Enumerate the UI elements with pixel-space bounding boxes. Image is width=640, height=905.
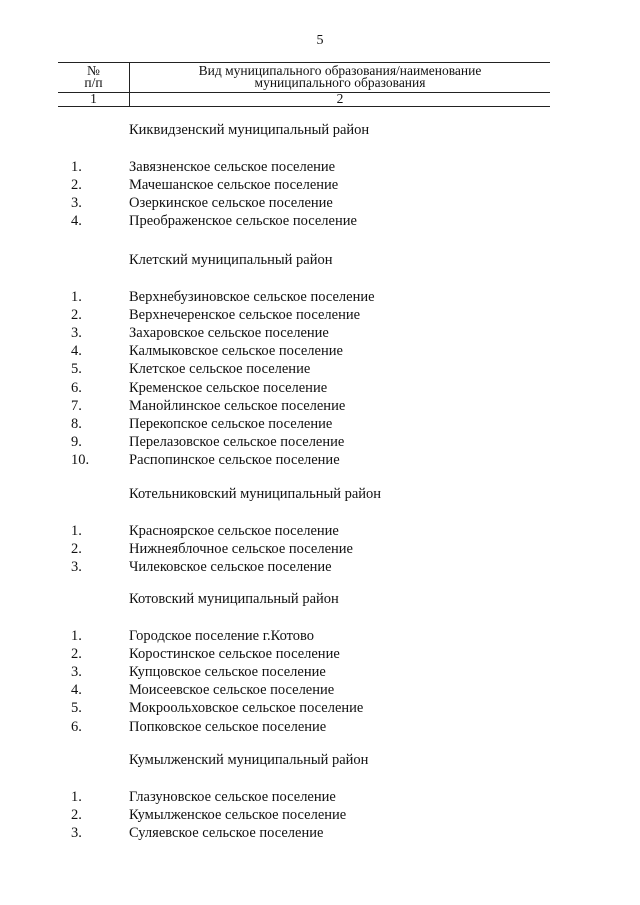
list-item bbox=[0, 343, 640, 361]
item-number: 2. bbox=[71, 646, 82, 663]
settlement-name: Чилековское сельское поселение bbox=[129, 559, 332, 576]
settlement-name: Верхнечеренское сельское поселение bbox=[129, 307, 361, 324]
list-item bbox=[0, 213, 640, 231]
settlement-name: Красноярское сельское поселение bbox=[129, 523, 339, 539]
list-item bbox=[0, 541, 640, 559]
page-number: 5 bbox=[316, 33, 324, 48]
list-item bbox=[0, 416, 640, 434]
settlement-name: Распопинское сельское поселение bbox=[129, 451, 340, 468]
settlement-name: Клетское сельское поселение bbox=[129, 361, 311, 378]
list-item bbox=[0, 307, 640, 325]
item-number: 1. bbox=[71, 289, 82, 305]
header-pp-label: п/п bbox=[84, 75, 103, 90]
district-heading: Котельниковский муниципальный район bbox=[129, 486, 382, 502]
item-number: 4. bbox=[71, 682, 82, 699]
list-item bbox=[0, 361, 640, 379]
item-number: 7. bbox=[71, 397, 82, 414]
item-number: 3. bbox=[71, 664, 82, 681]
header-column-index-1: 1 bbox=[90, 91, 97, 106]
item-number: 1. bbox=[71, 789, 82, 805]
list-item bbox=[0, 628, 640, 646]
settlement-name: Коростинское сельское поселение bbox=[129, 646, 340, 663]
settlement-name: Перелазовское сельское поселение bbox=[129, 433, 345, 450]
list-item bbox=[0, 523, 640, 541]
list-item bbox=[0, 719, 640, 737]
header-number-sign: № bbox=[87, 63, 100, 78]
item-number: 3. bbox=[71, 825, 82, 842]
item-number: 4. bbox=[71, 213, 82, 230]
item-number: 3. bbox=[71, 195, 82, 212]
settlement-name: Суляевское сельское поселение bbox=[129, 825, 324, 842]
item-number: 10. bbox=[71, 451, 90, 468]
item-number: 6. bbox=[71, 379, 82, 396]
settlement-name: Кумылженское сельское поселение bbox=[129, 807, 347, 824]
item-number: 2. bbox=[71, 307, 82, 324]
settlement-name: Мачешанское сельское поселение bbox=[129, 177, 339, 194]
list-item bbox=[0, 807, 640, 825]
district-heading: Киквидзенский муниципальный район bbox=[129, 122, 370, 138]
settlement-name: Глазуновское сельское поселение bbox=[129, 789, 336, 805]
settlement-name: Кременское сельское поселение bbox=[129, 379, 328, 396]
settlement-name: Мокроольховское сельское поселение bbox=[129, 700, 364, 717]
item-number: 5. bbox=[71, 361, 82, 378]
header-bottom-rule bbox=[58, 106, 550, 107]
item-number: 3. bbox=[71, 559, 82, 576]
list-item bbox=[0, 325, 640, 343]
list-item bbox=[0, 682, 640, 700]
settlement-name: Преображенское сельское поселение bbox=[129, 213, 357, 230]
header-type-label-line1: Вид муниципального образования/наименование bbox=[198, 63, 482, 78]
settlement-name: Моисеевское сельское поселение bbox=[129, 682, 335, 699]
item-number: 2. bbox=[71, 541, 82, 558]
item-number: 2. bbox=[71, 177, 82, 194]
item-number: 5. bbox=[71, 700, 82, 717]
item-number: 1. bbox=[71, 628, 82, 644]
list-item bbox=[0, 289, 640, 307]
settlement-name: Калмыковское сельское поселение bbox=[129, 343, 343, 360]
list-item bbox=[0, 664, 640, 682]
item-number: 8. bbox=[71, 415, 82, 432]
list-item bbox=[0, 177, 640, 195]
header-type-label-line2: муниципального образования bbox=[254, 75, 426, 90]
settlement-name: Городское поселение г.Котово bbox=[129, 628, 315, 644]
list-item bbox=[0, 434, 640, 452]
item-number: 2. bbox=[71, 807, 82, 824]
item-number: 1. bbox=[71, 159, 82, 175]
list-item bbox=[0, 559, 640, 577]
settlement-name: Попковское сельское поселение bbox=[129, 718, 327, 735]
settlement-name: Озеркинское сельское поселение bbox=[129, 195, 333, 212]
item-number: 6. bbox=[71, 718, 82, 735]
settlement-name: Перекопское сельское поселение bbox=[129, 415, 333, 432]
settlement-name: Верхнебузиновское сельское поселение bbox=[129, 289, 375, 305]
settlement-name: Купцовское сельское поселение bbox=[129, 664, 326, 681]
list-item bbox=[0, 700, 640, 718]
item-number: 4. bbox=[71, 343, 82, 360]
settlement-name: Нижнеяблочное сельское поселение bbox=[129, 541, 353, 558]
item-number: 3. bbox=[71, 325, 82, 342]
list-item bbox=[0, 195, 640, 213]
list-item bbox=[0, 789, 640, 807]
list-item bbox=[0, 159, 640, 177]
settlement-name: Манойлинское сельское поселение bbox=[129, 397, 346, 414]
header-column-index-2: 2 bbox=[336, 91, 344, 106]
settlement-name: Завязненское сельское поселение bbox=[129, 159, 336, 175]
district-heading: Кумылженский муниципальный район bbox=[129, 752, 369, 768]
list-item bbox=[0, 452, 640, 470]
district-heading: Котовский муниципальный район bbox=[129, 591, 339, 607]
list-item bbox=[0, 380, 640, 398]
list-item bbox=[0, 646, 640, 664]
item-number: 1. bbox=[71, 523, 82, 539]
district-heading: Клетский муниципальный район bbox=[129, 252, 333, 268]
list-item bbox=[0, 398, 640, 416]
settlement-name: Захаровское сельское поселение bbox=[129, 325, 329, 342]
list-item bbox=[0, 825, 640, 843]
item-number: 9. bbox=[71, 433, 82, 450]
